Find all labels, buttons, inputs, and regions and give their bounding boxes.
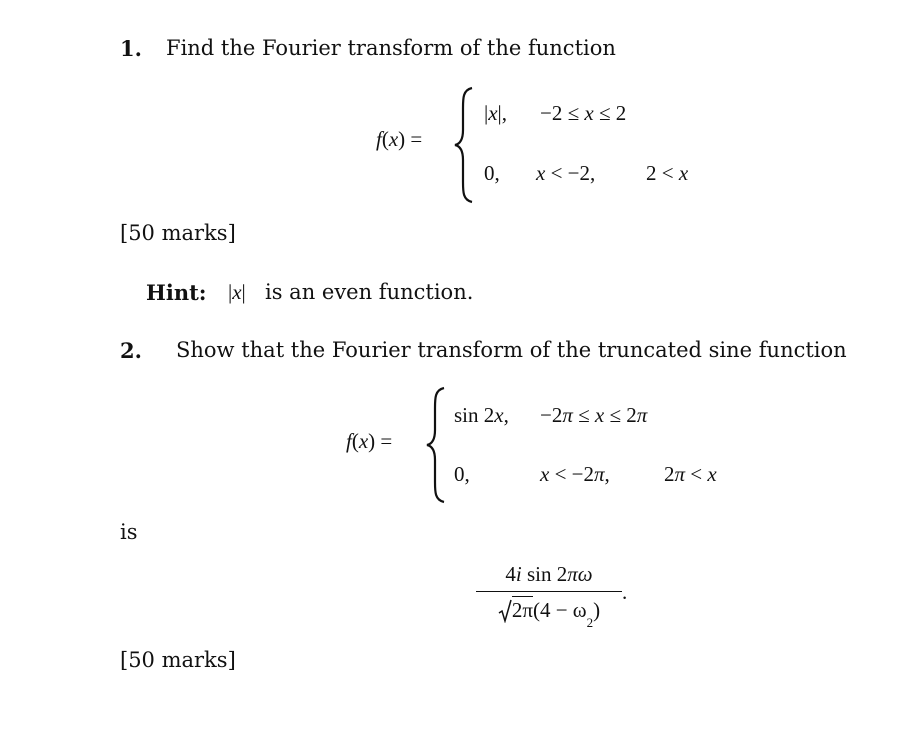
q2-result-den-close: ) [593,598,601,623]
fraction-bar [476,591,622,592]
q2-left-brace [424,386,448,504]
is-text: is [120,520,138,544]
q1-case2-value: 0, [484,161,500,185]
question-2-text: Show that the Fourier transform of the truncated sine function [176,338,847,362]
question-1-text: Find the Fourier transform of the function [166,36,616,60]
q1-case2-condition-2: 2 < x [646,161,689,185]
q2-result-period: . [622,580,628,604]
q2-case2-condition-1: x < −2π, [540,462,610,486]
q2-result-fraction [476,562,622,631]
q2-result-denominator: 2π (4 − ω 2 ) [498,596,600,623]
q2-result-sqrt-arg: 2π [511,598,533,623]
q1-function-lhs: f(x) = [376,127,423,151]
q2-case2-condition-2: 2π < x [664,462,717,486]
q1-left-brace [452,86,476,204]
hint-text: is an even function. [265,280,474,304]
hint-label: Hint: [146,280,207,305]
q2-case1-condition: −2π ≤ x ≤ 2π [540,403,648,427]
q2-function-lhs: f(x) = [346,429,393,453]
sqrt-sign-icon [498,599,512,623]
hint-math: |x| [228,280,246,304]
question-2-number: 2. [120,338,142,363]
q2-case2-value: 0, [454,462,470,486]
q1-case1-value: |x|, [484,101,508,125]
q2-marks: [50 marks] [120,648,236,672]
q1-marks: [50 marks] [120,221,236,245]
q2-case1-value: sin 2x, [454,403,509,427]
q1-case1-condition: −2 ≤ x ≤ 2 [540,101,627,125]
q2-result-den-rest: (4 − ω [532,598,587,623]
q1-case2-condition-1: x < −2, [536,161,596,185]
q2-result-numerator: 4i sin 2πω [505,562,593,586]
question-1-number: 1. [120,36,142,61]
